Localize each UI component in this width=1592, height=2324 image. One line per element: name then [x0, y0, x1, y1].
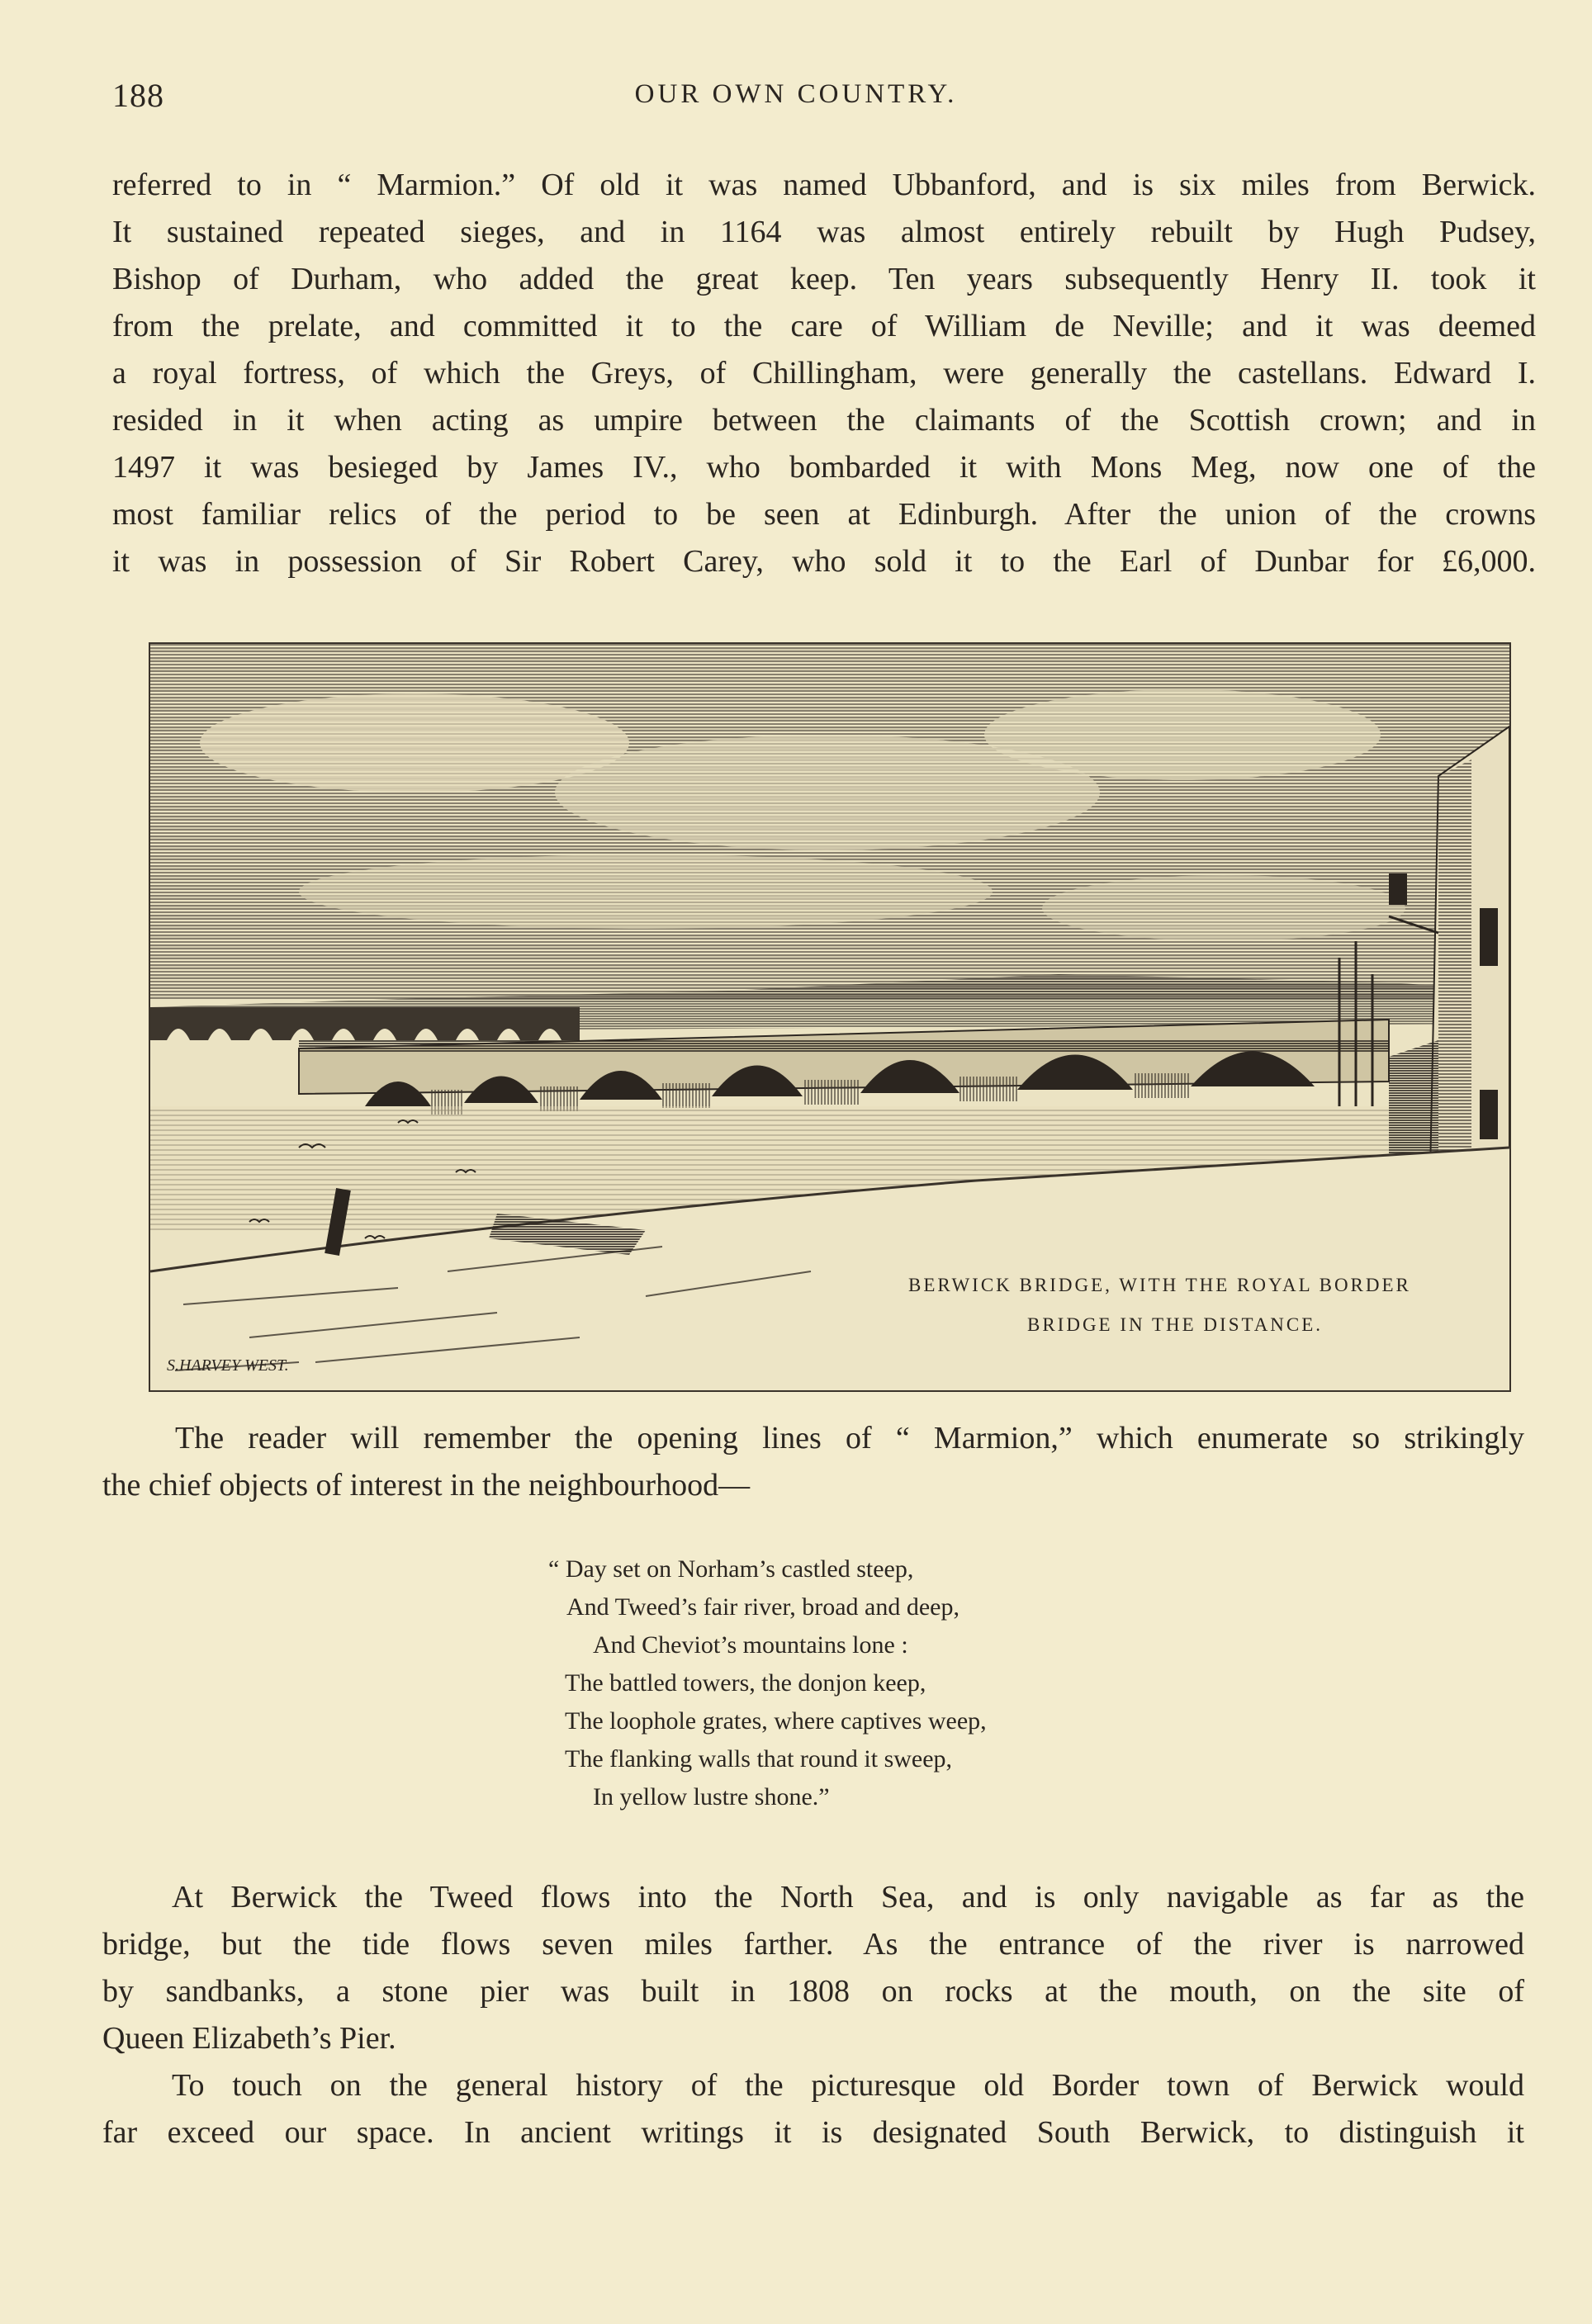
engraver-signature: S.HARVEY WEST.	[167, 1356, 289, 1375]
text-line: most familiar relics of the period to be seen at Edinburgh. After the union of the crowns	[112, 497, 1536, 532]
poem-line: In yellow lustre shone.”	[593, 1783, 830, 1810]
poem-line: “ Day set on Norham’s castled steep,	[548, 1555, 914, 1583]
figure-caption-line1: BERWICK BRIDGE, WITH THE ROYAL BORDER	[908, 1275, 1411, 1295]
text-line: The reader will remember the opening lines of “ Marmion,” which enumerate so strikingly	[175, 1421, 1524, 1455]
marmion-quotation	[548, 1550, 987, 1816]
poem-line: And Tweed’s fair river, broad and deep,	[566, 1593, 959, 1621]
text-line: it was in possession of Sir Robert Carey, who sold it to the Earl of Dunbar for £6,000.	[112, 544, 1536, 579]
page-header	[0, 76, 1592, 117]
text-line: 1497 it was besieged by James IV., who bombarded it with Mons Meg, now one of the	[112, 450, 1536, 485]
text-line: far exceed our space. In ancient writings it is designated South Berwick, to distinguish it	[102, 2115, 1524, 2150]
text-line: the chief objects of interest in the neighbourhood—	[102, 1468, 751, 1503]
text-line: At Berwick the Tweed flows into the North Sea, and is only navigable as far as the	[172, 1880, 1524, 1915]
paragraph-marmion-intro	[102, 1415, 1524, 1509]
paragraph-tweed-navigation	[102, 1874, 1524, 2062]
text-line: resided in it when acting as umpire between the claimants of the Scottish crown; and in	[112, 403, 1536, 438]
text-line: from the prelate, and committed it to the care of William de Neville; and it was deemed	[112, 309, 1536, 343]
figure-caption-line2: BRIDGE IN THE DISTANCE.	[1027, 1314, 1324, 1335]
text-line: by sandbanks, a stone pier was built in 1808 on rocks at the mouth, on the site of	[102, 1974, 1524, 2009]
poem-line: The loophole grates, where captives weep,	[565, 1707, 987, 1735]
poem-line: And Cheviot’s mountains lone :	[593, 1631, 908, 1659]
text-line: To touch on the general history of the picturesque old Border town of Berwick would	[172, 2068, 1524, 2103]
poem-line: The flanking walls that round it sweep,	[565, 1745, 953, 1773]
paragraph-castle-history	[112, 162, 1536, 585]
text-line: Bishop of Durham, who added the great keep. Ten years subsequently Henry II. took it	[112, 262, 1536, 296]
text-line: It sustained repeated sieges, and in 1164 was almost entirely rebuilt by Hugh Pudsey,	[112, 215, 1536, 249]
poem-line: The battled towers, the donjon keep,	[565, 1669, 926, 1697]
engraving-berwick-bridge	[149, 642, 1511, 1392]
running-title: OUR OWN COUNTRY.	[634, 79, 958, 109]
text-line: referred to in “ Marmion.” Of old it was named Ubbanford, and is six miles from Berwick.	[112, 168, 1536, 202]
paragraph-berwick-history	[102, 2062, 1524, 2156]
page-number: 188	[112, 77, 164, 114]
text-line: bridge, but the tide flows seven miles farther. As the entrance of the river is narrowed	[102, 1927, 1524, 1962]
distant-viaduct	[150, 1007, 580, 1040]
text-line: Queen Elizabeth’s Pier.	[102, 2021, 396, 2056]
text-line: a royal fortress, of which the Greys, of Chillingham, were generally the castellans. Edward I.	[112, 356, 1536, 390]
